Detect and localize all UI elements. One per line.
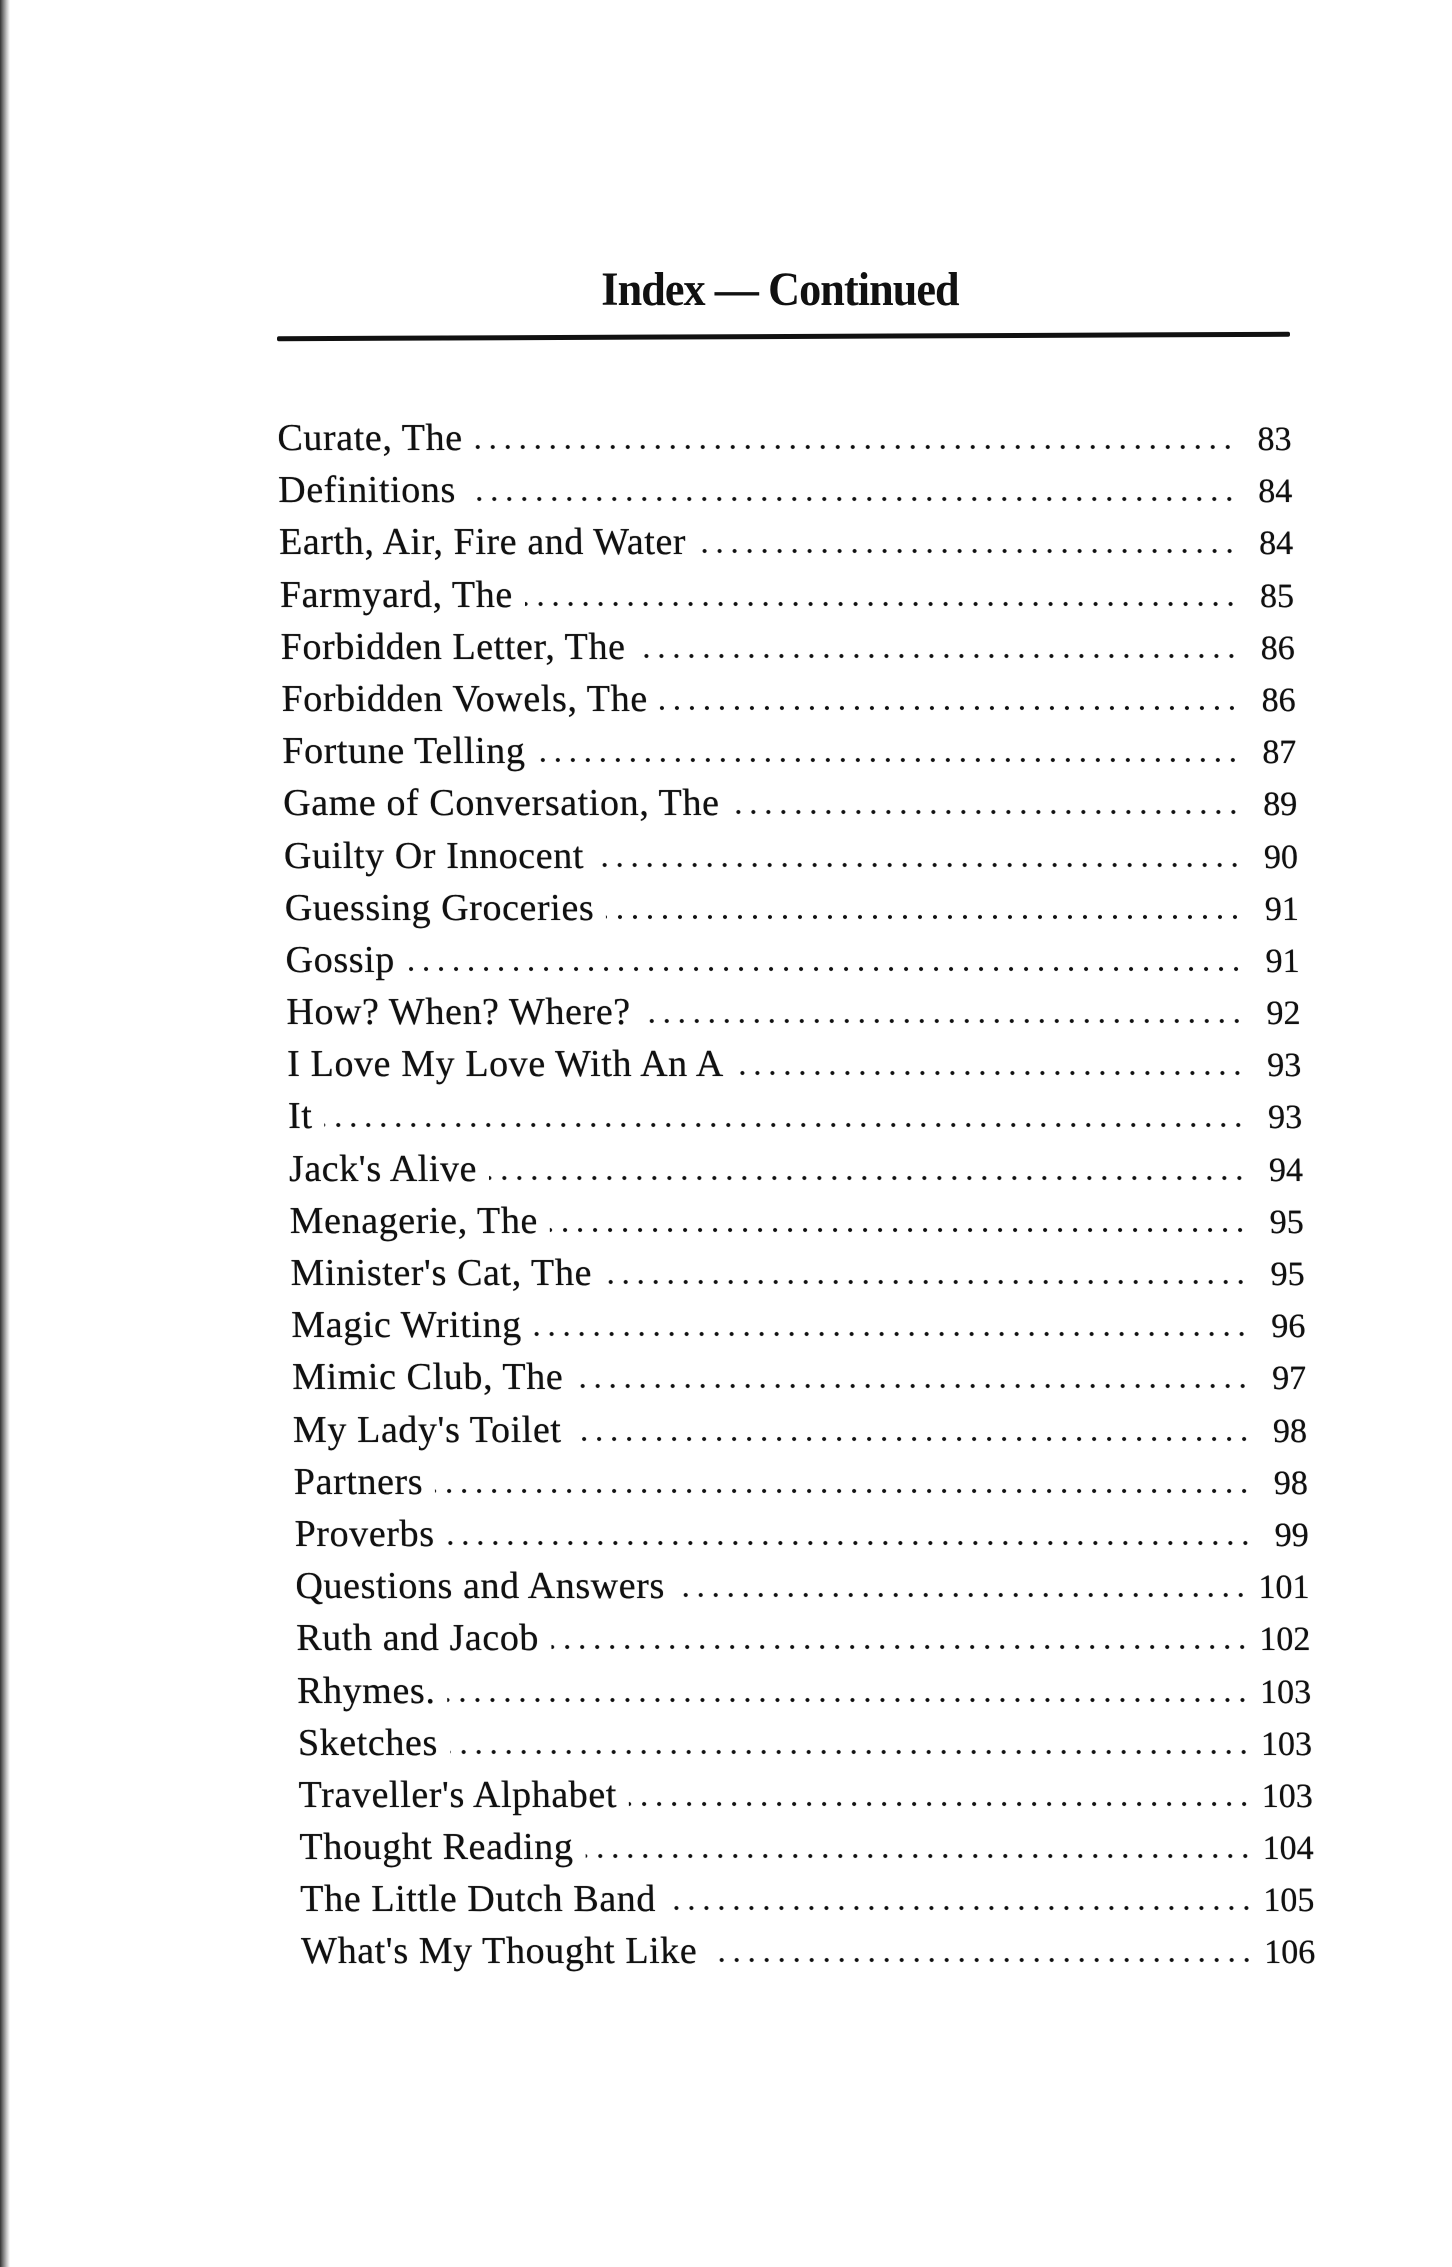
index-entry [297, 1665, 1312, 1717]
entry-page-number: 83 [1257, 421, 1292, 458]
entry-page-number: 89 [1262, 786, 1298, 824]
index-entry [284, 882, 1299, 934]
entry-title: Game of Conversation, The [282, 782, 720, 825]
entry-page-number: 93 [1267, 1099, 1303, 1137]
entry-page-number: 103 [1260, 1725, 1313, 1763]
index-entry [284, 830, 1299, 882]
entry-title: Fortune Telling [281, 730, 526, 773]
index-entry [282, 725, 1297, 777]
entry-page-number: 95 [1269, 1203, 1305, 1241]
dot-leader [447, 1540, 1253, 1546]
entry-title: Forbidden Vowels, The [281, 677, 649, 720]
dot-leader [668, 1905, 1254, 1911]
index-entry [280, 621, 1295, 673]
dot-leader [736, 1070, 1246, 1076]
entry-title: Magic Writing [291, 1304, 523, 1347]
index-entry [279, 516, 1294, 568]
entry-title: Mimic Club, The [291, 1356, 564, 1399]
dot-leader [643, 1018, 1245, 1024]
index-entry [286, 986, 1301, 1038]
dot-leader [606, 914, 1243, 920]
index-entry [277, 412, 1292, 464]
dot-leader [468, 496, 1237, 502]
entry-title: Definitions [277, 469, 457, 512]
dot-leader [575, 1383, 1250, 1389]
page-title: Index — Continued [601, 263, 959, 316]
title-rule [277, 332, 1290, 341]
entry-page-number: 91 [1265, 942, 1300, 980]
index-entry [278, 464, 1293, 516]
entry-title: Farmyard, The [279, 573, 514, 616]
dot-leader [732, 809, 1242, 815]
entry-title: The Little Dutch Band [300, 1878, 657, 1921]
entry-title: Questions and Answers [295, 1565, 666, 1608]
index-entry [293, 1404, 1308, 1456]
entry-page-number: 84 [1257, 473, 1293, 511]
index-entry [294, 1508, 1309, 1560]
entry-page-number: 94 [1268, 1151, 1304, 1189]
entry-page-number: 98 [1273, 1464, 1309, 1502]
entry-page-number: 105 [1263, 1882, 1315, 1920]
index-entry [281, 673, 1296, 725]
entry-page-number: 90 [1263, 838, 1299, 876]
index-entry [290, 1247, 1305, 1299]
index-entry [300, 1873, 1315, 1925]
dot-leader [586, 1853, 1253, 1859]
index-entry [299, 1821, 1314, 1873]
entry-page-number: 103 [1259, 1673, 1312, 1711]
dot-leader [489, 1175, 1247, 1181]
entry-title: Partners [293, 1460, 424, 1503]
dot-leader [407, 966, 1244, 972]
dot-leader [525, 601, 1238, 607]
entry-title: Jack's Alive [288, 1147, 478, 1190]
dot-leader [550, 1227, 1248, 1233]
dot-leader [709, 1957, 1254, 1963]
entry-title: Ruth and Jacob [295, 1617, 540, 1660]
entry-page-number: 84 [1258, 525, 1294, 563]
dot-leader [435, 1488, 1252, 1494]
entry-page-number: 85 [1259, 577, 1295, 615]
entry-title: Proverbs [294, 1512, 435, 1555]
dot-leader [538, 757, 1241, 763]
dot-leader [574, 1436, 1252, 1442]
entry-page-number: 98 [1272, 1412, 1308, 1450]
entry-page-number: 99 [1274, 1516, 1309, 1554]
entry-title: Earth, Air, Fire and Water [278, 521, 687, 564]
dot-leader [450, 1749, 1251, 1755]
index-entry [295, 1560, 1310, 1612]
dot-leader [604, 1279, 1249, 1285]
entry-title: Menagerie, The [289, 1199, 539, 1242]
entry-page-number: 96 [1271, 1308, 1306, 1346]
dot-leader [534, 1331, 1250, 1337]
entry-page-number: 103 [1261, 1777, 1314, 1815]
entry-title: What's My Thought Like [300, 1930, 698, 1973]
entry-page-number: 87 [1262, 734, 1297, 772]
entry-page-number: 93 [1266, 1047, 1302, 1085]
index-entry [291, 1299, 1306, 1351]
entry-title: I Love My Love With An A [286, 1043, 725, 1086]
index-entry [279, 569, 1294, 621]
index-entry [285, 934, 1300, 986]
page-edge [0, 0, 10, 2267]
entry-title: Minister's Cat, The [290, 1252, 593, 1294]
entry-title: Sketches [297, 1721, 439, 1764]
entry-title: Gossip [285, 938, 396, 981]
index-entry [287, 1038, 1302, 1090]
entry-page-number: 92 [1266, 995, 1301, 1033]
index-entry [293, 1456, 1308, 1508]
dot-leader [475, 444, 1236, 450]
entry-page-number: 97 [1271, 1360, 1307, 1398]
dot-leader [551, 1644, 1249, 1650]
entry-title: Guilty Or Innocent [283, 834, 585, 877]
index-entry [288, 1143, 1303, 1195]
entry-page-number: 102 [1258, 1621, 1311, 1659]
entry-page-number: 86 [1261, 681, 1296, 719]
entry-page-number: 104 [1262, 1830, 1314, 1868]
entry-title: Guessing Groceries [284, 886, 595, 929]
dot-leader [596, 862, 1242, 868]
entry-title: Curate, The [277, 417, 464, 459]
entry-title: Forbidden Letter, The [280, 625, 626, 668]
index-entry [297, 1717, 1312, 1769]
entry-title: Rhymes. [296, 1669, 436, 1712]
dot-leader [660, 705, 1240, 711]
entry-title: How? When? Where? [286, 991, 632, 1034]
entry-page-number: 86 [1260, 629, 1296, 667]
entry-title: Traveller's Alphabet [298, 1773, 618, 1816]
index-list [277, 412, 1316, 1978]
dot-leader [677, 1592, 1249, 1598]
entry-title: It [287, 1095, 313, 1138]
entry-page-number: 106 [1263, 1934, 1316, 1972]
dot-leader [629, 1801, 1252, 1807]
index-entry [289, 1195, 1304, 1247]
entry-page-number: 101 [1258, 1569, 1310, 1607]
index-entry [288, 1090, 1303, 1142]
index-entry [298, 1769, 1313, 1821]
entry-title: Thought Reading [299, 1826, 574, 1869]
dot-leader [325, 1122, 1247, 1128]
index-entry [296, 1612, 1311, 1664]
entry-page-number: 91 [1264, 890, 1300, 928]
dot-leader [698, 548, 1237, 554]
index-entry [292, 1351, 1307, 1403]
dot-leader [447, 1697, 1250, 1703]
dot-leader [638, 653, 1239, 659]
index-entry [301, 1925, 1316, 1977]
index-entry [283, 777, 1298, 829]
entry-title: My Lady's Toilet [292, 1408, 562, 1451]
entry-page-number: 95 [1270, 1256, 1305, 1293]
